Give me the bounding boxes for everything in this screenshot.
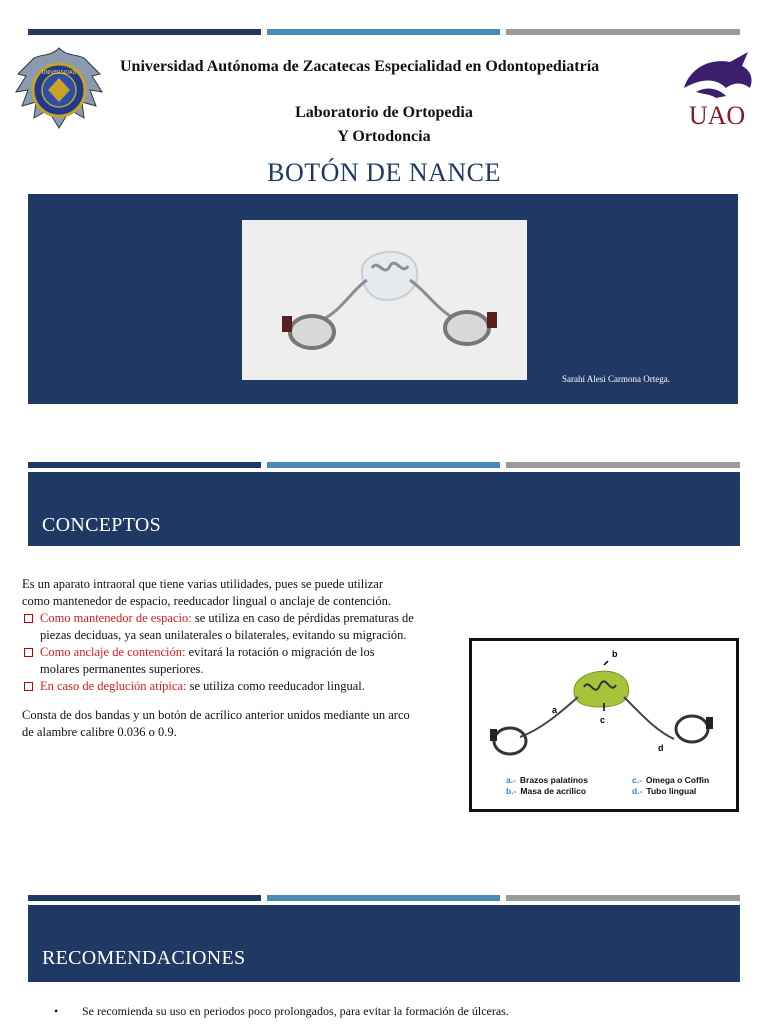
hero-panel xyxy=(28,194,738,404)
checkbox-bullet-icon xyxy=(24,682,33,691)
labeled-diagram xyxy=(469,638,739,812)
item-label: Como mantenedor de espacio: xyxy=(40,611,192,625)
mark-d: d xyxy=(658,743,664,753)
conceptos-band xyxy=(28,472,740,546)
seal-text: UNIVERSIDAD xyxy=(41,70,77,76)
legend-item: d.- Tubo lingual xyxy=(632,786,697,796)
section-stripes xyxy=(28,895,740,901)
legend-item: c.- Omega o Coffin xyxy=(632,775,710,785)
item-text-cont: piezas deciduas, ya sean unilaterales o bilaterales, evitando su migración. xyxy=(40,628,407,642)
legend-item: b.- Masa de acrílico xyxy=(506,786,587,796)
consta-line-1: Consta de dos bandas y un botón de acrílico anterior unidos mediante un arco xyxy=(22,708,410,722)
mark-c: c xyxy=(600,715,606,725)
author-credit: Sarahí Alesi Carmona Ortega. xyxy=(562,374,670,384)
consta-line-2: de alambre calibre 0.036 o 0.9. xyxy=(22,725,177,739)
checkbox-bullet-icon xyxy=(24,648,33,657)
checkbox-bullet-icon xyxy=(24,614,33,623)
header-stripes xyxy=(28,29,740,35)
item-label: En caso de deglución atípica: xyxy=(40,679,187,693)
legend-item: a.- Brazos palatinos xyxy=(506,775,588,785)
list-item: • Se recomienda su uso en periodos poco prolongados, para evitar la formación de úlceras. xyxy=(54,1004,744,1019)
item-text: evitará la rotación o migración de los xyxy=(185,645,375,659)
item-text-cont: molares permanentes superiores. xyxy=(40,662,204,676)
item-text: se utiliza en caso de pérdidas prematuras de xyxy=(191,611,414,625)
list-item xyxy=(22,678,472,695)
recomendaciones-list xyxy=(54,1004,744,1019)
uao-text: UAO xyxy=(688,101,746,130)
intro-line-2: como mantenedor de espacio, reeducador lingual o anclaje de contención. xyxy=(22,594,391,608)
mark-b: b xyxy=(612,649,618,659)
list-item xyxy=(22,610,472,627)
item-text: se utiliza como reeducador lingual. xyxy=(186,679,365,693)
mark-a: a xyxy=(552,705,558,715)
conceptos-heading: CONCEPTOS xyxy=(42,514,162,536)
university-name: Universidad Autónoma de Zacatecas Especialidad en Odontopediatría xyxy=(120,58,600,75)
nance-appliance-photo xyxy=(242,220,527,380)
page-title: BOTÓN DE NANCE xyxy=(267,158,501,187)
intro-line-1: Es un aparato intraoral que tiene varias utilidades, pues se puede utilizar xyxy=(22,577,383,591)
list-item xyxy=(22,644,472,661)
section-stripes xyxy=(28,462,740,468)
lab-line-1: Laboratorio de Ortopedia xyxy=(295,104,473,121)
recomendaciones-band xyxy=(28,905,740,982)
conceptos-body xyxy=(22,576,472,741)
item-label: Como anclaje de contención: xyxy=(40,645,186,659)
lab-line-2: Y Ortodoncia xyxy=(337,128,431,145)
recomendaciones-heading: RECOMENDACIONES xyxy=(42,947,246,969)
